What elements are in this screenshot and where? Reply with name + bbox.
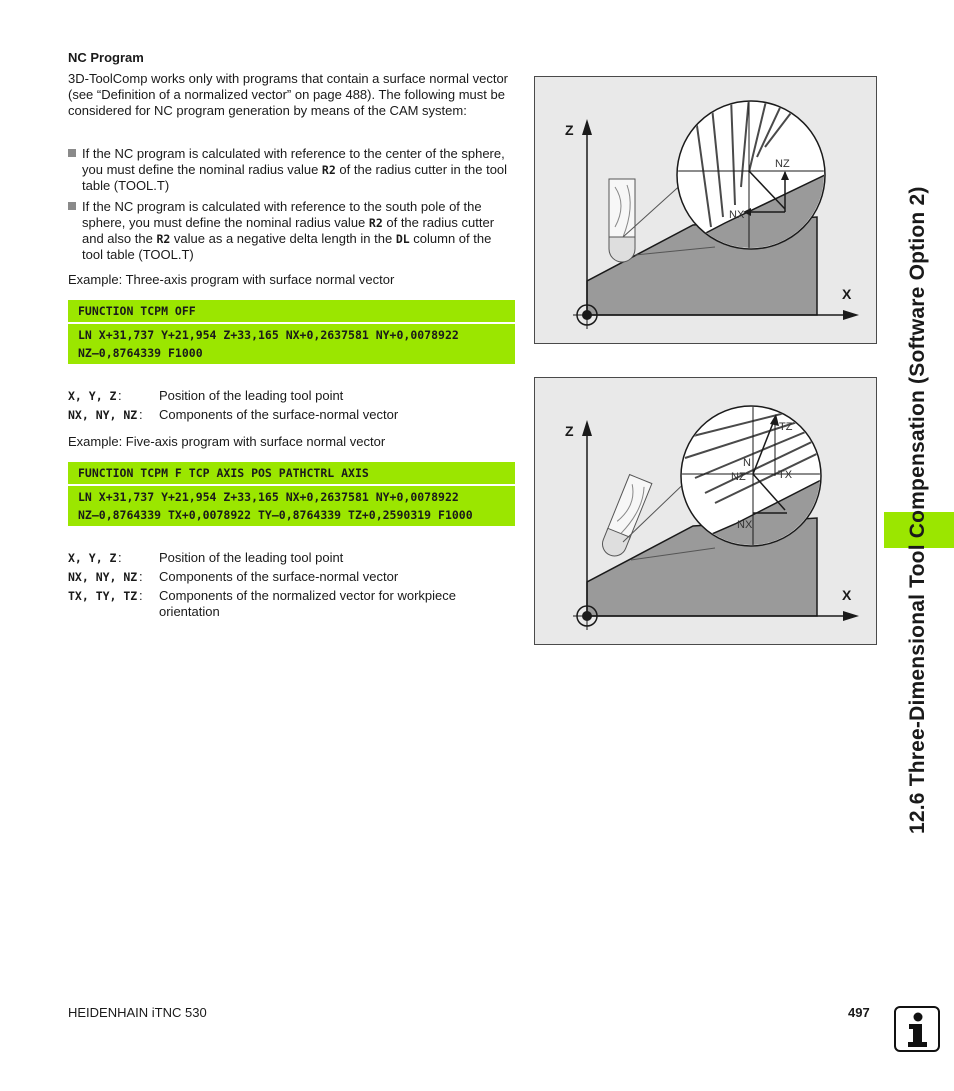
code-line: LN X+31,737 Y+21,954 Z+33,165 NX+0,2637581 NY+0,0078922 [78, 490, 459, 504]
definition-colon: : [139, 569, 143, 584]
bullet-square-icon [68, 149, 76, 157]
section-heading: NC Program [68, 50, 144, 65]
inline-code: R2 [368, 216, 383, 230]
bullet-text: If the NC program is calculated with reference to the center of the sphere, you must define the nominal radius value [82, 146, 505, 177]
inline-code: R2 [321, 163, 336, 177]
axis-label-x: X [842, 286, 852, 302]
definition-desc: Position of the leading tool point [159, 550, 344, 565]
definition-term: TX, TY, TZ [68, 589, 138, 603]
bullet-text: column of the tool table (TOOL.T) [82, 231, 492, 262]
page-number: 497 [848, 1005, 870, 1020]
info-i-icon [896, 1008, 938, 1050]
definition-colon: : [139, 407, 143, 422]
definition-desc: Components of the normalized vector for workpiece orientation [159, 588, 456, 619]
label-nz: NZ [775, 158, 790, 170]
bullet-item-center [68, 146, 512, 194]
definition-term: X, Y, Z [68, 389, 117, 403]
example1-intro: Example: Three-axis program with surface normal vector [68, 272, 395, 287]
bullet-text: of the radius cutter in the tool table (TOOL.T) [82, 162, 508, 193]
definition-term: NX, NY, NZ [68, 570, 138, 584]
definition-desc: Components of the surface-normal vector [159, 407, 399, 422]
axis-label-x: X [842, 587, 852, 603]
code-block [68, 486, 515, 526]
definition-term: X, Y, Z [68, 551, 117, 565]
figure-three-axis [534, 76, 877, 344]
figure-five-axis-drawing [535, 378, 876, 644]
label-n: N [743, 457, 751, 469]
chapter-title: 12.6 Three-Dimensional Tool Compensation (Software Option 2) [906, 186, 929, 834]
label-nx: NX [729, 209, 745, 221]
axis-label-z: Z [565, 423, 574, 439]
code-line: FUNCTION TCPM F TCP AXIS POS PATHCTRL AXIS [68, 462, 515, 484]
bullet-text: of the radius cutter and also the [82, 215, 495, 246]
definition-colon: : [118, 388, 122, 403]
definition-desc: Position of the leading tool point [159, 388, 344, 403]
definition-colon: : [118, 550, 122, 565]
info-icon [894, 1006, 940, 1052]
label-tx: TX [778, 469, 793, 481]
definition-desc: Components of the surface-normal vector [159, 569, 399, 584]
figure-five-axis [534, 377, 877, 645]
bullet-text: value as a negative delta length in the [170, 231, 396, 246]
code-line: NZ–0,8764339 TX+0,0078922 TY–0,8764339 TZ+0,2590319 F1000 [78, 508, 473, 522]
axis-label-z: Z [565, 122, 574, 138]
label-tz: TZ [779, 421, 793, 433]
inline-code: R2 [156, 232, 171, 246]
label-nx: NX [737, 519, 753, 531]
definition-colon: : [139, 588, 143, 603]
bullet-text: If the NC program is calculated with reference to the south pole of the sphere, you must define the nominal radius value [82, 199, 482, 230]
bullet-square-icon [68, 202, 76, 210]
label-nz: NZ [731, 471, 746, 483]
code-line: FUNCTION TCPM OFF [68, 300, 515, 322]
code-line: LN X+31,737 Y+21,954 Z+33,165 NX+0,2637581 NY+0,0078922 [78, 328, 459, 342]
code-block [68, 324, 515, 364]
figure-three-axis-drawing [535, 77, 876, 343]
footer-product: HEIDENHAIN iTNC 530 [68, 1005, 207, 1020]
bullet-item-south-pole [68, 199, 512, 263]
example2-intro: Example: Five-axis program with surface normal vector [68, 434, 386, 449]
inline-code: DL [395, 232, 410, 246]
definition-term: NX, NY, NZ [68, 408, 138, 422]
intro-paragraph: 3D-ToolComp works only with programs that contain a surface normal vector (see “Definition of a normalized vector” on page 488). The following must be considered for NC program generation by means of the CAM system: [68, 71, 509, 118]
code-line: NZ–0,8764339 F1000 [78, 346, 203, 360]
